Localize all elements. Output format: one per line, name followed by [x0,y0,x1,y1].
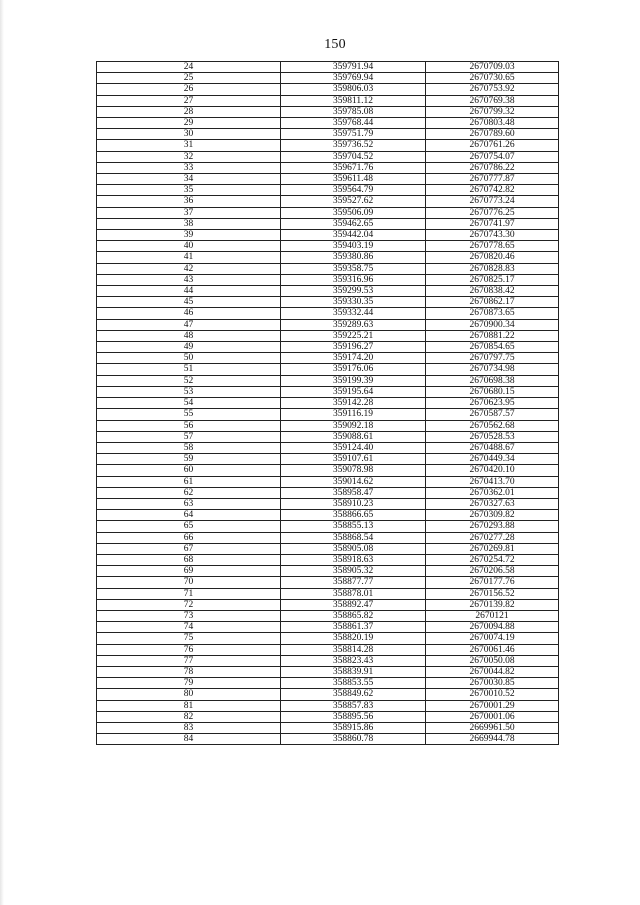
point-number-cell: 82 [97,711,281,722]
point-number-cell: 76 [97,644,281,655]
x-coordinate-cell: 359195.64 [281,386,426,397]
y-coordinate-cell: 2670074.19 [426,633,559,644]
y-coordinate-cell: 2670786.22 [426,162,559,173]
y-coordinate-cell: 2670139.82 [426,599,559,610]
point-number-cell: 47 [97,319,281,330]
x-coordinate-cell: 358877.77 [281,577,426,588]
point-number-cell: 81 [97,700,281,711]
x-coordinate-cell: 359088.61 [281,431,426,442]
point-number-cell: 59 [97,454,281,465]
point-number-cell: 39 [97,230,281,241]
x-coordinate-cell: 359124.40 [281,442,426,453]
point-number-cell: 68 [97,554,281,565]
point-number-cell: 71 [97,588,281,599]
x-coordinate-cell: 359092.18 [281,420,426,431]
table-row [97,185,559,196]
x-coordinate-cell: 359380.86 [281,252,426,263]
table-row [97,84,559,95]
y-coordinate-cell: 2670449.34 [426,454,559,465]
point-number-cell: 24 [97,62,281,73]
x-coordinate-cell: 358905.08 [281,543,426,554]
coordinates-table-body [97,62,559,745]
y-coordinate-cell: 2670777.87 [426,174,559,185]
x-coordinate-cell: 358895.56 [281,711,426,722]
point-number-cell: 49 [97,342,281,353]
y-coordinate-cell: 2670900.34 [426,319,559,330]
table-row [97,577,559,588]
x-coordinate-cell: 359769.94 [281,73,426,84]
table-row [97,375,559,386]
table-row [97,644,559,655]
x-coordinate-cell: 359564.79 [281,185,426,196]
x-coordinate-cell: 358849.62 [281,689,426,700]
x-coordinate-cell: 359768.44 [281,118,426,129]
point-number-cell: 29 [97,118,281,129]
table-row [97,286,559,297]
y-coordinate-cell: 2670734.98 [426,364,559,375]
point-number-cell: 83 [97,722,281,733]
y-coordinate-cell: 2670177.76 [426,577,559,588]
y-coordinate-cell: 2670741.97 [426,218,559,229]
y-coordinate-cell: 2670838.42 [426,286,559,297]
x-coordinate-cell: 358814.28 [281,644,426,655]
point-number-cell: 73 [97,610,281,621]
x-coordinate-cell: 358865.82 [281,610,426,621]
y-coordinate-cell: 2670820.46 [426,252,559,263]
point-number-cell: 45 [97,297,281,308]
table-row [97,566,559,577]
point-number-cell: 70 [97,577,281,588]
table-row [97,476,559,487]
point-number-cell: 65 [97,521,281,532]
point-number-cell: 67 [97,543,281,554]
point-number-cell: 43 [97,274,281,285]
y-coordinate-cell: 2670327.63 [426,498,559,509]
y-coordinate-cell: 2670121 [426,610,559,621]
y-coordinate-cell: 2670587.57 [426,409,559,420]
x-coordinate-cell: 358853.55 [281,678,426,689]
table-row [97,554,559,565]
x-coordinate-cell: 359174.20 [281,353,426,364]
x-coordinate-cell: 359196.27 [281,342,426,353]
y-coordinate-cell: 2670881.22 [426,330,559,341]
y-coordinate-cell: 2670362.01 [426,487,559,498]
table-row [97,174,559,185]
x-coordinate-cell: 358918.63 [281,554,426,565]
x-coordinate-cell: 359289.63 [281,319,426,330]
table-row [97,297,559,308]
table-row [97,218,559,229]
x-coordinate-cell: 359811.12 [281,95,426,106]
y-coordinate-cell: 2670754.07 [426,151,559,162]
table-row [97,722,559,733]
x-coordinate-cell: 358915.86 [281,722,426,733]
x-coordinate-cell: 359014.62 [281,476,426,487]
y-coordinate-cell: 2670753.92 [426,84,559,95]
table-row [97,442,559,453]
x-coordinate-cell: 358905.32 [281,566,426,577]
table-row [97,666,559,677]
table-row [97,431,559,442]
coordinates-table [96,61,559,745]
point-number-cell: 78 [97,666,281,677]
y-coordinate-cell: 2670420.10 [426,465,559,476]
y-coordinate-cell: 2670206.58 [426,566,559,577]
y-coordinate-cell: 2670001.06 [426,711,559,722]
y-coordinate-cell: 2670778.65 [426,241,559,252]
point-number-cell: 77 [97,655,281,666]
x-coordinate-cell: 359176.06 [281,364,426,375]
x-coordinate-cell: 358866.65 [281,510,426,521]
table-row [97,118,559,129]
x-coordinate-cell: 358857.83 [281,700,426,711]
y-coordinate-cell: 2669961.50 [426,722,559,733]
x-coordinate-cell: 359751.79 [281,129,426,140]
point-number-cell: 79 [97,678,281,689]
table-row [97,420,559,431]
table-row [97,655,559,666]
point-number-cell: 56 [97,420,281,431]
y-coordinate-cell: 2670269.81 [426,543,559,554]
x-coordinate-cell: 359078.98 [281,465,426,476]
point-number-cell: 66 [97,532,281,543]
table-row [97,386,559,397]
point-number-cell: 25 [97,73,281,84]
point-number-cell: 80 [97,689,281,700]
table-row [97,241,559,252]
y-coordinate-cell: 2670862.17 [426,297,559,308]
point-number-cell: 48 [97,330,281,341]
y-coordinate-cell: 2670293.88 [426,521,559,532]
y-coordinate-cell: 2670030.85 [426,678,559,689]
y-coordinate-cell: 2670680.15 [426,386,559,397]
table-row [97,62,559,73]
x-coordinate-cell: 359358.75 [281,263,426,274]
table-row [97,364,559,375]
table-row [97,129,559,140]
y-coordinate-cell: 2670061.46 [426,644,559,655]
table-row [97,398,559,409]
table-row [97,454,559,465]
table-row [97,230,559,241]
x-coordinate-cell: 358839.91 [281,666,426,677]
x-coordinate-cell: 358860.78 [281,734,426,745]
point-number-cell: 40 [97,241,281,252]
y-coordinate-cell: 2670730.65 [426,73,559,84]
x-coordinate-cell: 359330.35 [281,297,426,308]
table-row [97,151,559,162]
x-coordinate-cell: 359403.19 [281,241,426,252]
x-coordinate-cell: 358958.47 [281,487,426,498]
x-coordinate-cell: 359785.08 [281,106,426,117]
x-coordinate-cell: 359462.65 [281,218,426,229]
page-number: 150 [324,37,346,52]
point-number-cell: 62 [97,487,281,498]
y-coordinate-cell: 2670050.08 [426,655,559,666]
x-coordinate-cell: 359332.44 [281,308,426,319]
y-coordinate-cell: 2670709.03 [426,62,559,73]
y-coordinate-cell: 2670413.70 [426,476,559,487]
y-coordinate-cell: 2670698.38 [426,375,559,386]
table-row [97,274,559,285]
table-row [97,73,559,84]
x-coordinate-cell: 358823.43 [281,655,426,666]
table-row [97,95,559,106]
point-number-cell: 37 [97,207,281,218]
table-row [97,140,559,151]
y-coordinate-cell: 2670797.75 [426,353,559,364]
point-number-cell: 42 [97,263,281,274]
x-coordinate-cell: 359199.39 [281,375,426,386]
y-coordinate-cell: 2670825.17 [426,274,559,285]
point-number-cell: 60 [97,465,281,476]
table-row [97,543,559,554]
x-coordinate-cell: 359225.21 [281,330,426,341]
y-coordinate-cell: 2670528.53 [426,431,559,442]
point-number-cell: 55 [97,409,281,420]
table-row [97,487,559,498]
point-number-cell: 28 [97,106,281,117]
table-row [97,521,559,532]
point-number-cell: 27 [97,95,281,106]
table-row [97,599,559,610]
table-row [97,106,559,117]
table-row [97,342,559,353]
x-coordinate-cell: 358820.19 [281,633,426,644]
table-row [97,162,559,173]
point-number-cell: 63 [97,498,281,509]
y-coordinate-cell: 2670776.25 [426,207,559,218]
y-coordinate-cell: 2670010.52 [426,689,559,700]
x-coordinate-cell: 359299.53 [281,286,426,297]
x-coordinate-cell: 359611.48 [281,174,426,185]
point-number-cell: 84 [97,734,281,745]
x-coordinate-cell: 359442.04 [281,230,426,241]
x-coordinate-cell: 358855.13 [281,521,426,532]
point-number-cell: 51 [97,364,281,375]
point-number-cell: 50 [97,353,281,364]
point-number-cell: 30 [97,129,281,140]
y-coordinate-cell: 2670623.95 [426,398,559,409]
y-coordinate-cell: 2670309.82 [426,510,559,521]
table-row [97,633,559,644]
x-coordinate-cell: 359116.19 [281,409,426,420]
x-coordinate-cell: 359316.96 [281,274,426,285]
table-row [97,319,559,330]
y-coordinate-cell: 2670277.28 [426,532,559,543]
point-number-cell: 69 [97,566,281,577]
y-coordinate-cell: 2670854.65 [426,342,559,353]
y-coordinate-cell: 2670828.83 [426,263,559,274]
table-row [97,510,559,521]
y-coordinate-cell: 2670803.48 [426,118,559,129]
x-coordinate-cell: 359806.03 [281,84,426,95]
x-coordinate-cell: 359142.28 [281,398,426,409]
y-coordinate-cell: 2670562.68 [426,420,559,431]
x-coordinate-cell: 359527.62 [281,196,426,207]
point-number-cell: 35 [97,185,281,196]
y-coordinate-cell: 2670769.38 [426,95,559,106]
point-number-cell: 54 [97,398,281,409]
y-coordinate-cell: 2670044.82 [426,666,559,677]
table-row [97,330,559,341]
point-number-cell: 38 [97,218,281,229]
point-number-cell: 61 [97,476,281,487]
table-row [97,610,559,621]
x-coordinate-cell: 358861.37 [281,622,426,633]
x-coordinate-cell: 358868.54 [281,532,426,543]
x-coordinate-cell: 358878.01 [281,588,426,599]
point-number-cell: 26 [97,84,281,95]
point-number-cell: 41 [97,252,281,263]
table-row [97,689,559,700]
point-number-cell: 58 [97,442,281,453]
point-number-cell: 34 [97,174,281,185]
table-row [97,711,559,722]
x-coordinate-cell: 359107.61 [281,454,426,465]
table-row [97,263,559,274]
y-coordinate-cell: 2670742.82 [426,185,559,196]
y-coordinate-cell: 2670799.32 [426,106,559,117]
point-number-cell: 33 [97,162,281,173]
table-row [97,308,559,319]
point-number-cell: 72 [97,599,281,610]
y-coordinate-cell: 2670254.72 [426,554,559,565]
x-coordinate-cell: 359671.76 [281,162,426,173]
y-coordinate-cell: 2670488.67 [426,442,559,453]
x-coordinate-cell: 358910.23 [281,498,426,509]
table-row [97,196,559,207]
y-coordinate-cell: 2670773.24 [426,196,559,207]
table-row [97,678,559,689]
table-row [97,700,559,711]
table-row [97,207,559,218]
y-coordinate-cell: 2670156.52 [426,588,559,599]
point-number-cell: 53 [97,386,281,397]
y-coordinate-cell: 2670761.26 [426,140,559,151]
table-row [97,532,559,543]
y-coordinate-cell: 2669944.78 [426,734,559,745]
table-row [97,252,559,263]
point-number-cell: 52 [97,375,281,386]
scan-edge-shadow [0,0,4,905]
y-coordinate-cell: 2670743.30 [426,230,559,241]
table-row [97,465,559,476]
x-coordinate-cell: 358892.47 [281,599,426,610]
table-row [97,622,559,633]
point-number-cell: 46 [97,308,281,319]
y-coordinate-cell: 2670789.60 [426,129,559,140]
table-row [97,498,559,509]
point-number-cell: 57 [97,431,281,442]
point-number-cell: 32 [97,151,281,162]
table-row [97,409,559,420]
y-coordinate-cell: 2670001.29 [426,700,559,711]
point-number-cell: 74 [97,622,281,633]
point-number-cell: 64 [97,510,281,521]
point-number-cell: 36 [97,196,281,207]
y-coordinate-cell: 2670094.88 [426,622,559,633]
table-row [97,734,559,745]
table-row [97,353,559,364]
point-number-cell: 75 [97,633,281,644]
x-coordinate-cell: 359791.94 [281,62,426,73]
point-number-cell: 31 [97,140,281,151]
x-coordinate-cell: 359736.52 [281,140,426,151]
x-coordinate-cell: 359506.09 [281,207,426,218]
point-number-cell: 44 [97,286,281,297]
y-coordinate-cell: 2670873.65 [426,308,559,319]
x-coordinate-cell: 359704.52 [281,151,426,162]
table-row [97,588,559,599]
